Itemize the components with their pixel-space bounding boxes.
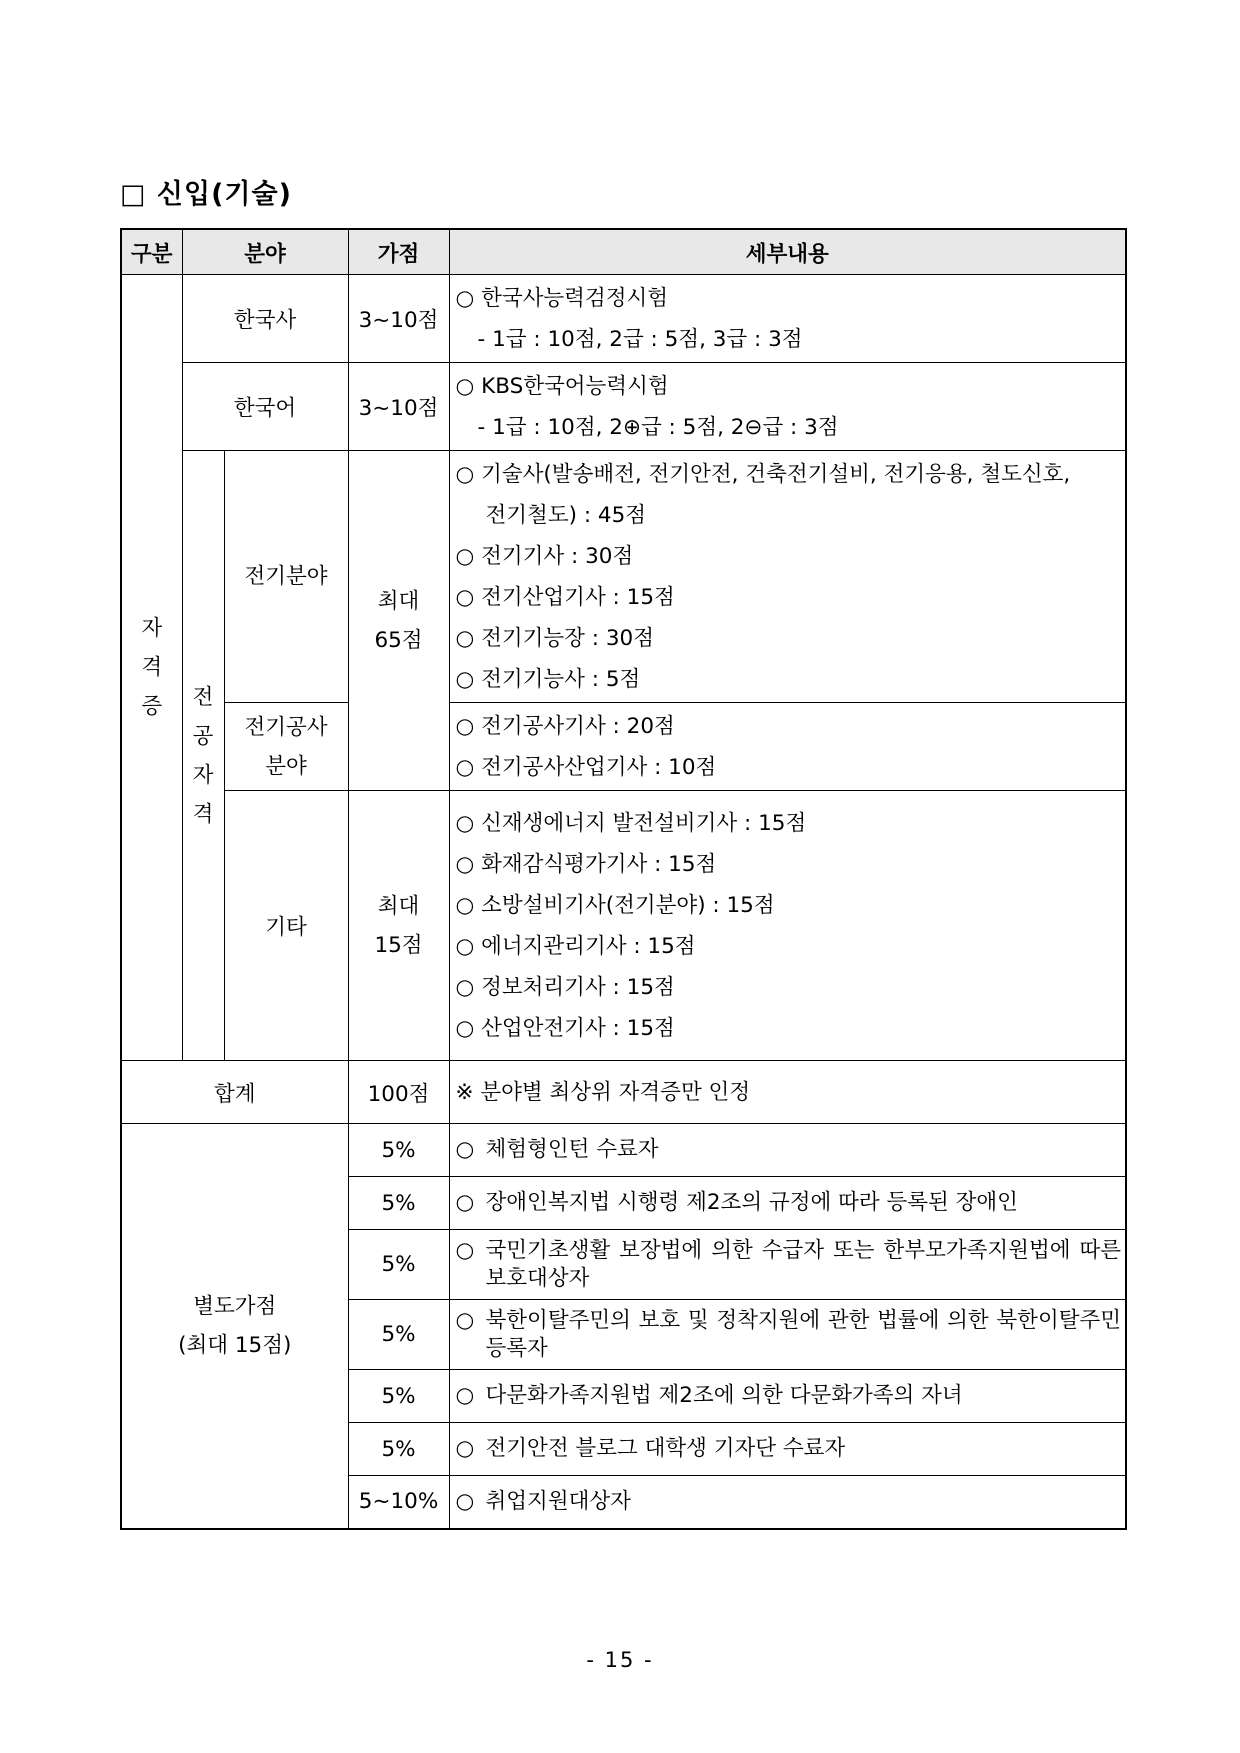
- bullet-icon: ○: [455, 1307, 475, 1333]
- category-qualification: [121, 275, 182, 1061]
- major-char: 자: [192, 762, 214, 788]
- extra-label-line: 별도가점: [193, 1293, 277, 1319]
- detail-other: [449, 791, 1126, 1061]
- row-extra-1: [121, 1124, 1126, 1177]
- points-electrical: [348, 451, 449, 791]
- qual-char: 증: [141, 694, 163, 719]
- major-char: 격: [192, 801, 214, 827]
- extra-text: 다문화가족지원법 제2조에 의한 다문화가족의 자녀: [485, 1383, 963, 1408]
- page-title: □ 신입(기술): [120, 179, 292, 210]
- detail-line: ○ 에너지관리기사 : 15점: [455, 933, 696, 959]
- major-char: 전: [192, 684, 214, 710]
- field-line: 전기공사: [244, 714, 328, 740]
- extra-detail: [449, 1300, 1126, 1370]
- total-note: ※ 분야별 최상위 자격증만 인정: [449, 1061, 1126, 1124]
- page-number: - 15 -: [586, 1648, 654, 1672]
- header-details: 세부내용: [449, 229, 1126, 275]
- major-char: 공: [192, 723, 214, 749]
- detail-line: ○ 정보처리기사 : 15점: [455, 974, 675, 1000]
- detail-line: ○ 산업안전기사 : 15점: [455, 1015, 675, 1041]
- total-points: 100점: [348, 1061, 449, 1124]
- detail-line: ○ 소방설비기사(전기분야) : 15점: [455, 892, 775, 918]
- extra-points: 5%: [348, 1370, 449, 1423]
- row-korean-language: [121, 363, 1126, 451]
- row-total: [121, 1061, 1126, 1124]
- bullet-icon: ○: [455, 1237, 475, 1263]
- field-electrical-construction: [224, 703, 348, 791]
- detail-line: ○ 전기기능사 : 5점: [455, 666, 641, 692]
- extra-points: 5%: [348, 1230, 449, 1300]
- category-major-qualification: [182, 451, 224, 1061]
- detail-line: - 1급 : 10점, 2⊕급 : 5점, 2⊖급 : 3점: [477, 414, 839, 440]
- extra-text: 전기안전 블로그 대학생 기자단 수료자: [485, 1436, 846, 1461]
- extra-text: 장애인복지법 시행령 제2조의 규정에 따라 등록된 장애인: [485, 1190, 1018, 1215]
- points-line: 최대: [377, 893, 420, 919]
- bullet-icon: ○: [455, 1190, 475, 1215]
- extra-points: 5%: [348, 1300, 449, 1370]
- detail-electrical: [449, 451, 1126, 703]
- extra-points: 5~10%: [348, 1476, 449, 1529]
- extra-points: 5%: [348, 1177, 449, 1230]
- bullet-icon: ○: [455, 1137, 475, 1162]
- detail-line: ○ 화재감식평가기사 : 15점: [455, 851, 717, 877]
- extra-detail: [449, 1124, 1126, 1177]
- detail-line: ○ KBS한국어능력시험: [455, 373, 669, 399]
- extra-text: 국민기초생활 보장법에 의한 수급자 또는 한부모가족지원법에 따른 보호대상자: [485, 1237, 1122, 1291]
- total-label: 합계: [121, 1061, 348, 1124]
- detail-line: ○ 전기기능장 : 30점: [455, 625, 654, 651]
- extra-points: 5%: [348, 1423, 449, 1476]
- field-korean-language: 한국어: [182, 363, 348, 451]
- detail-line: ○ 전기공사기사 : 20점: [455, 713, 675, 739]
- points-korean-language: 3~10점: [348, 363, 449, 451]
- header-field: 분야: [182, 229, 348, 275]
- detail-line: ○ 한국사능력검정시험: [455, 285, 669, 311]
- extra-detail: [449, 1476, 1126, 1529]
- detail-korean-history: [449, 275, 1126, 363]
- field-line: 분야: [265, 753, 307, 779]
- points-line: 최대: [377, 588, 420, 614]
- row-electrical-field: [121, 451, 1126, 703]
- points-other: [348, 791, 449, 1061]
- row-electrical-construction: [121, 703, 1126, 791]
- detail-line: ○ 신재생에너지 발전설비기사 : 15점: [455, 810, 807, 836]
- extra-text: 체험형인턴 수료자: [485, 1137, 659, 1162]
- extra-detail: [449, 1370, 1126, 1423]
- extra-text: 북한이탈주민의 보호 및 정착지원에 관한 법률에 의한 북한이탈주민등록자: [485, 1307, 1122, 1361]
- detail-line: - 1급 : 10점, 2급 : 5점, 3급 : 3점: [477, 326, 803, 352]
- points-line: 15점: [374, 932, 423, 958]
- points-line: 65점: [374, 627, 423, 653]
- bullet-icon: ○: [455, 1488, 475, 1514]
- bullet-icon: ○: [455, 1436, 475, 1461]
- field-korean-history: 한국사: [182, 275, 348, 363]
- detail-line: 전기철도) : 45점: [485, 502, 647, 528]
- extra-detail: [449, 1177, 1126, 1230]
- row-korean-history: [121, 275, 1126, 363]
- bonus-points-table: [120, 228, 1127, 1530]
- field-electrical: 전기분야: [224, 451, 348, 703]
- extra-points: 5%: [348, 1124, 449, 1177]
- table-header-row: [121, 229, 1126, 275]
- row-other: [121, 791, 1126, 1061]
- field-other: 기타: [224, 791, 348, 1061]
- header-category: 구분: [121, 229, 182, 275]
- detail-electrical-construction: [449, 703, 1126, 791]
- detail-line: ○ 전기기사 : 30점: [455, 543, 634, 569]
- extra-label-line: (최대 15점): [178, 1332, 292, 1358]
- extra-text: 취업지원대상자: [485, 1488, 631, 1514]
- header-points: 가점: [348, 229, 449, 275]
- qual-char: 격: [141, 655, 163, 680]
- detail-line: ○ 전기공사산업기사 : 10점: [455, 754, 717, 780]
- extra-detail: [449, 1230, 1126, 1300]
- extra-label: [121, 1124, 348, 1529]
- bullet-icon: ○: [455, 1383, 475, 1408]
- extra-detail: [449, 1423, 1126, 1476]
- qual-char: 자: [141, 616, 163, 641]
- points-korean-history: 3~10점: [348, 275, 449, 363]
- detail-line: ○ 전기산업기사 : 15점: [455, 584, 675, 610]
- detail-korean-language: [449, 363, 1126, 451]
- detail-line: ○ 기술사(발송배전, 전기안전, 건축전기설비, 전기응용, 철도신호,: [455, 461, 1071, 487]
